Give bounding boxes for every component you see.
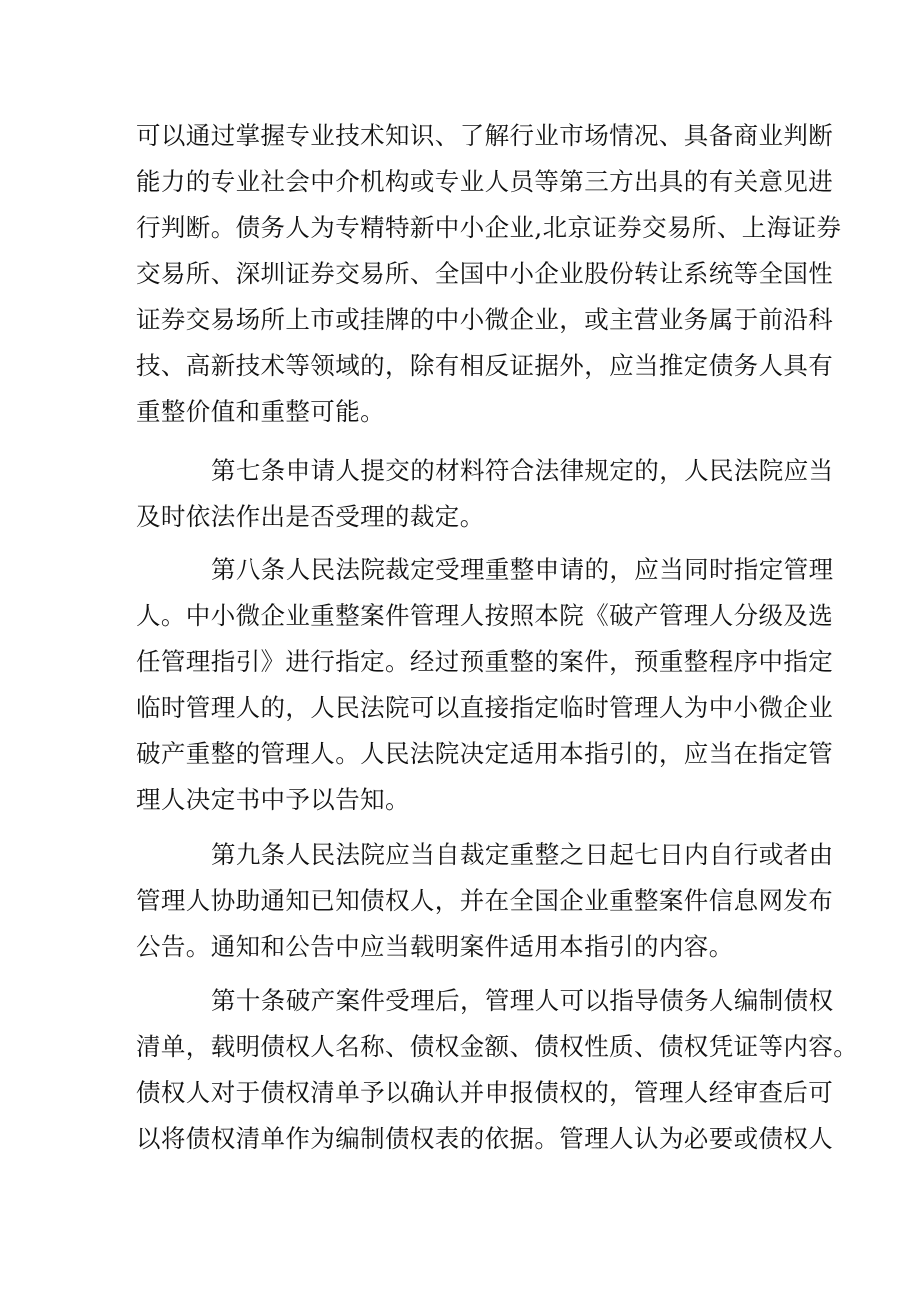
text-line: 及时依法作出是否受理的裁定。 [136, 502, 485, 531]
text-line: 债权人对于债权清单予以确认并申报债权的，管理人经审查后可 [136, 1078, 834, 1107]
text-line: 第十条破产案件受理后，管理人可以指导债务人编制债权 [211, 986, 834, 1015]
text-line: 证券交易场所上市或挂牌的中小微企业，或主营业务属于前沿科 [136, 305, 834, 334]
text-line: 第九条人民法院应当自裁定重整之日起七日内自行或者由 [211, 840, 834, 869]
text-line: 能力的专业社会中介机构或专业人员等第三方出具的有关意见进 [136, 167, 834, 196]
text-line: 任管理指引》进行指定。经过预重整的案件，预重整程序中指定 [136, 647, 834, 676]
text-line: 第七条申请人提交的材料符合法律规定的，人民法院应当 [211, 456, 834, 485]
text-line: 行判断。债务人为专精特新中小企业,北京证券交易所、上海证券 [136, 213, 842, 242]
text-line: 临时管理人的，人民法院可以直接指定临时管理人为中小微企业 [136, 693, 834, 722]
text-line: 人。中小微企业重整案件管理人按照本院《破产管理人分级及选 [136, 601, 834, 630]
text-line: 清单，载明债权人名称、债权金额、债权性质、债权凭证等内容。 [136, 1032, 859, 1061]
text-line: 可以通过掌握专业技术知识、了解行业市场情况、具备商业判断 [136, 121, 834, 150]
text-line: 破产重整的管理人。人民法院决定适用本指引的，应当在指定管 [136, 739, 834, 768]
text-line: 理人决定书中予以告知。 [136, 785, 410, 814]
text-line: 以将债权清单作为编制债权表的依据。管理人认为必要或债权人 [136, 1124, 834, 1153]
text-line: 重整价值和重整可能。 [136, 397, 385, 426]
text-line: 第八条人民法院裁定受理重整申请的，应当同时指定管理 [211, 555, 834, 584]
text-line: 交易所、深圳证券交易所、全国中小企业股份转让系统等全国性 [136, 259, 834, 288]
text-line: 技、高新技术等领域的，除有相反证据外，应当推定债务人具有 [136, 351, 834, 380]
text-line: 管理人协助通知已知债权人，并在全国企业重整案件信息网发布 [136, 886, 834, 915]
text-line: 公告。通知和公告中应当载明案件适用本指引的内容。 [136, 932, 734, 961]
